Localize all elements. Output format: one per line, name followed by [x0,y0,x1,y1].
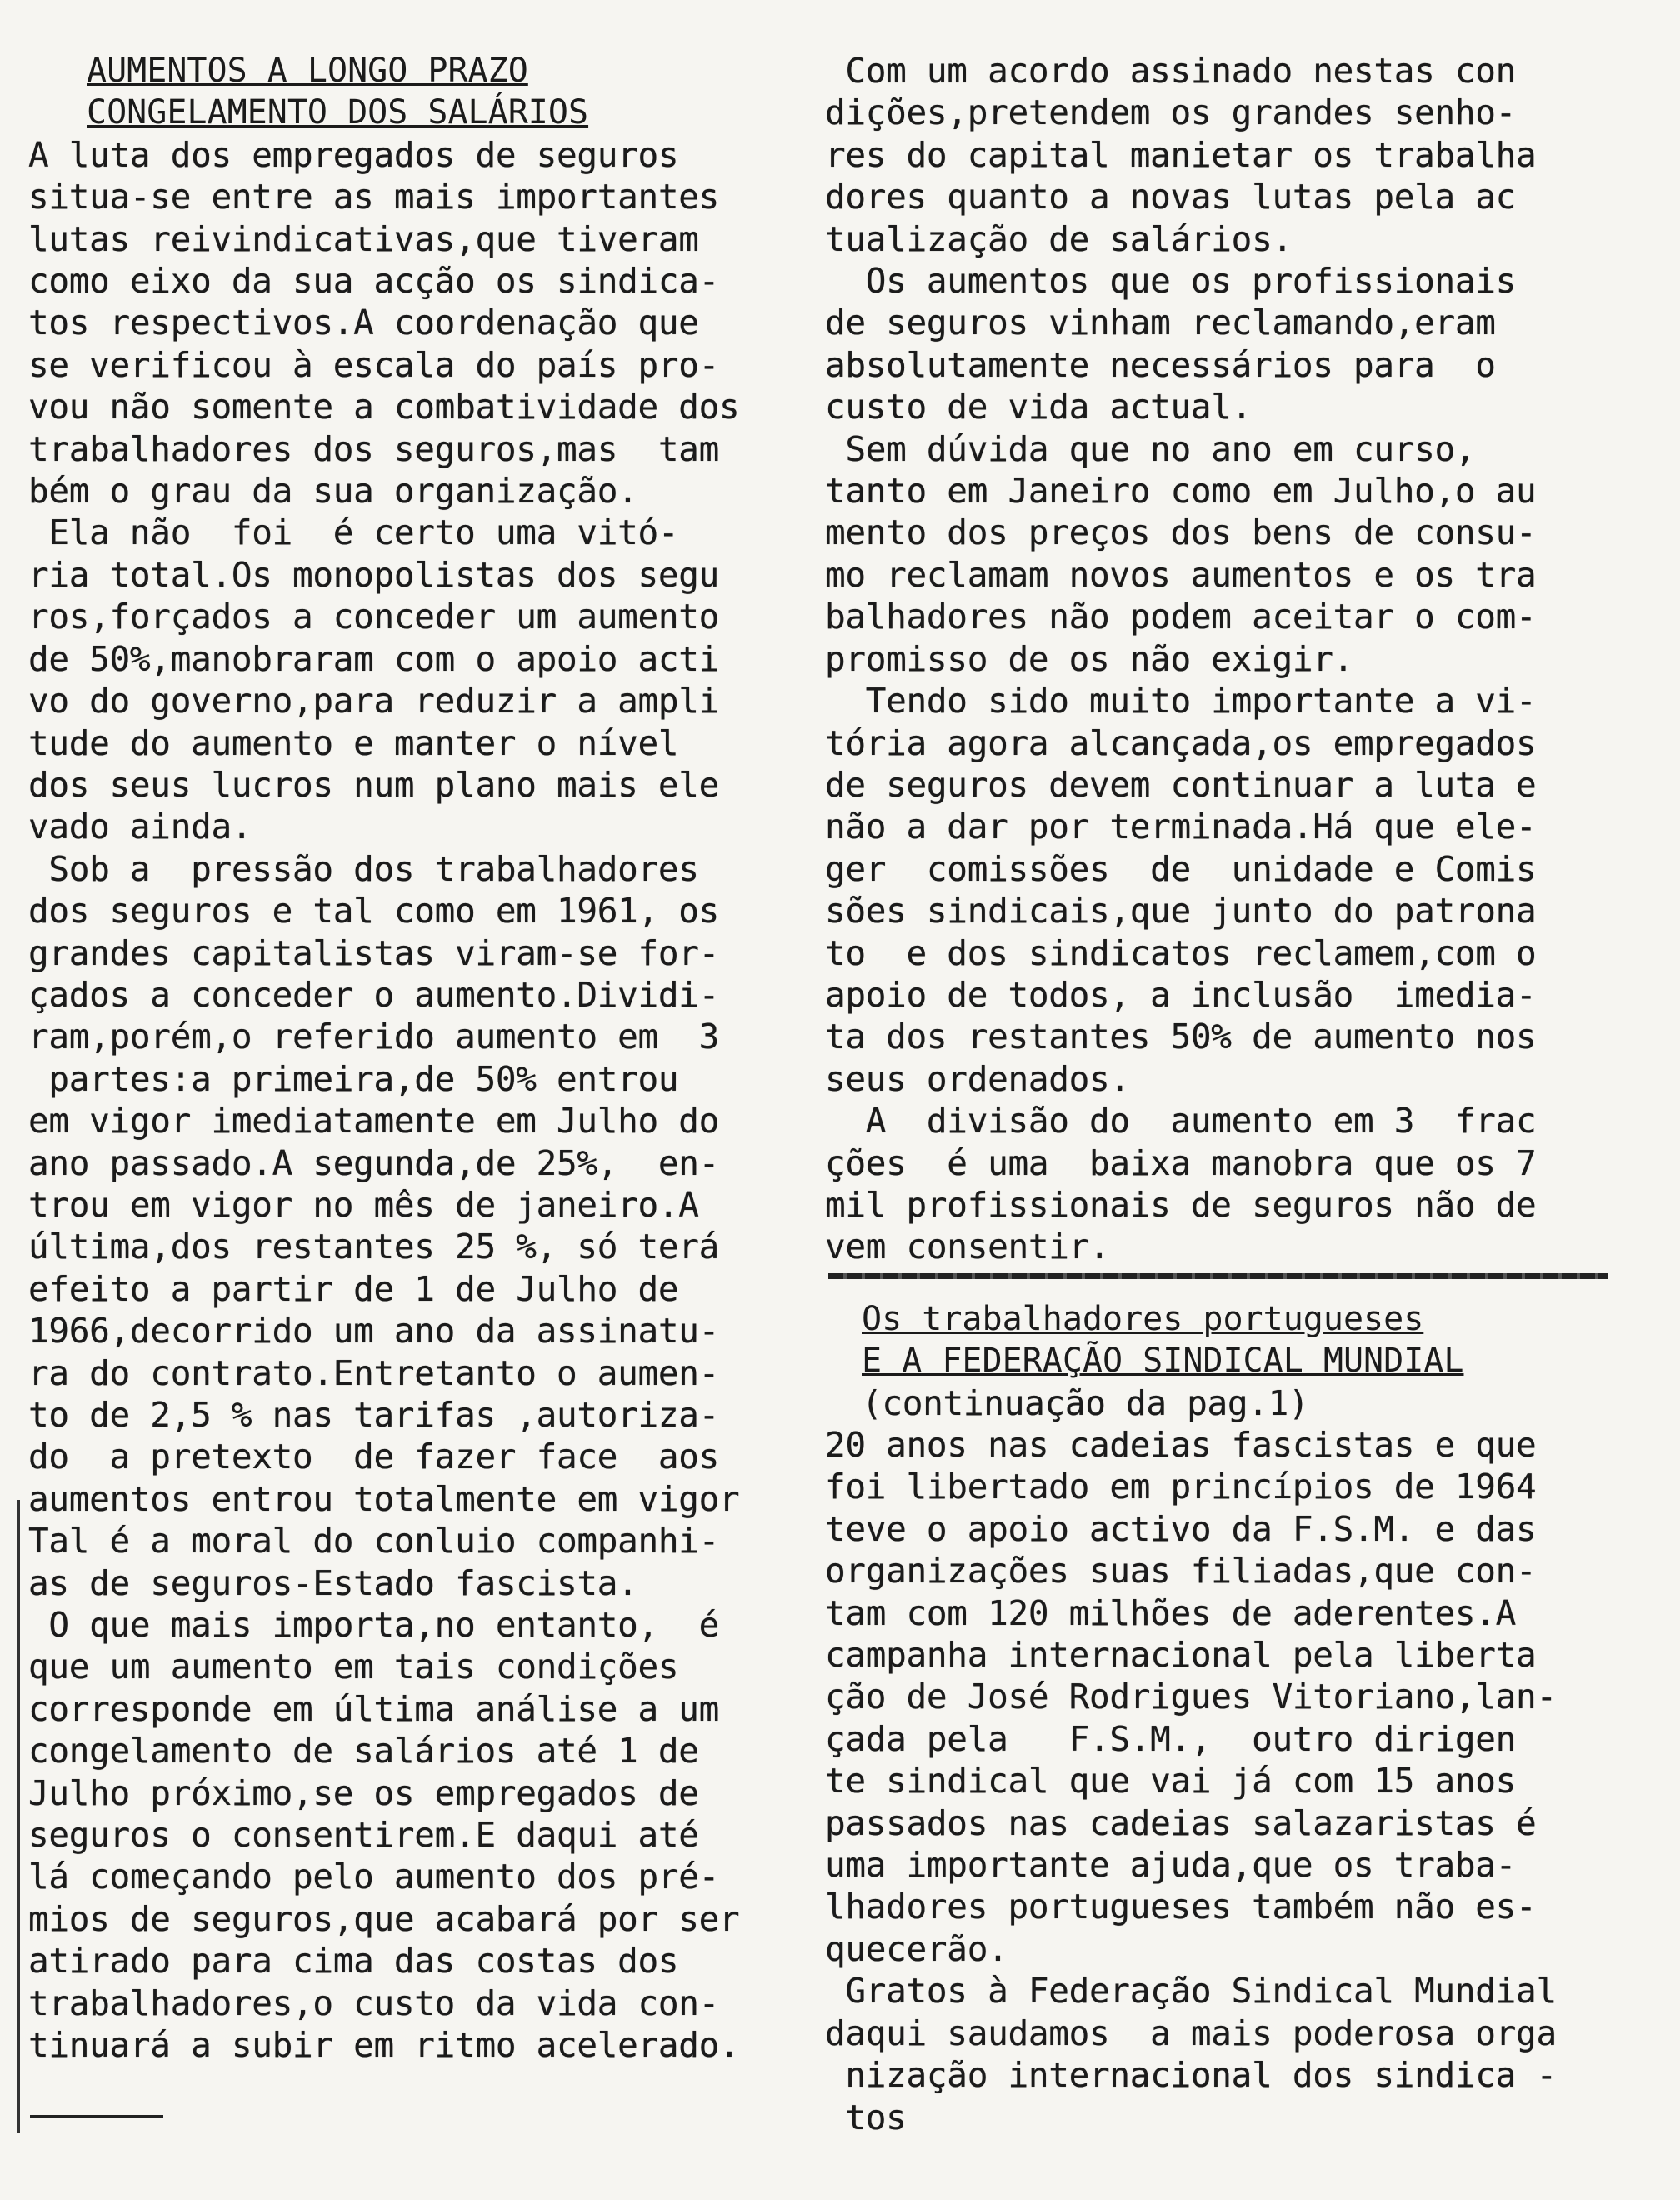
text-line: to de 2,5 % nas tarifas ,autoriza- [28,1395,720,1435]
text-line: 20 anos nas cadeias fascistas e que [825,1425,1537,1465]
text-line: organizações suas filiadas,que con- [825,1551,1537,1592]
text-line: vo do governo,para reduzir a ampli [28,681,720,722]
text-line: corresponde em última análise a um [28,1688,720,1729]
heading-line: E A FEDERAÇÃO SINDICAL MUNDIAL [862,1342,1464,1381]
text-line: ros,forçados a conceder um aumento [28,597,720,638]
text-line: grandes capitalistas viram-se for- [28,932,720,973]
text-line: dores quanto a novas lutas pela ac [825,177,1517,218]
text-line: A luta dos empregados de seguros [28,134,679,175]
text-line: res do capital manietar os trabalha [825,134,1537,175]
text-line: tam com 120 milhões de aderentes.A [825,1592,1517,1633]
section-divider [828,1273,1608,1279]
text-line: çados a conceder o aumento.Dividi- [28,974,720,1015]
text-line: situa-se entre as mais importantes [28,177,720,218]
text-line: Com um acordo assinado nestas con [825,51,1517,91]
text-line: dos seguros e tal como em 1961, os [28,891,720,932]
text-line: trou em vigor no mês de janeiro.A [28,1184,699,1225]
left-column [28,50,795,2067]
text-line: daqui saudamos a mais poderosa orga [825,2012,1557,2053]
text-line: ra do contrato.Entretanto o aumen- [28,1352,720,1393]
text-line: tinuará a subir em ritmo acelerado. [28,2025,740,2066]
right-heading [862,1298,1625,1424]
text-line: Os aumentos que os profissionais [825,261,1517,302]
text-line: Sem dúvida que no ano em curso, [825,428,1476,469]
text-line: çada pela F.S.M., outro dirigen [825,1718,1517,1759]
text-line: tualização de salários. [825,218,1292,259]
text-line: seus ordenados. [825,1058,1130,1099]
text-line: de 50%,manobraram com o apoio acti [28,638,720,679]
text-line: campanha internacional pela liberta [825,1635,1537,1676]
text-line: A divisão do aumento em 3 frac [825,1101,1537,1142]
text-line: de seguros vinham reclamando,eram [825,302,1496,343]
text-line: efeito a partir de 1 de Julho de [28,1268,679,1309]
text-line: promisso de os não exigir. [825,638,1353,679]
text-line: trabalhadores dos seguros,mas tam [28,428,720,469]
margin-bracket [17,1500,25,2133]
right-column [825,50,1625,2138]
text-line: ger comissões de unidade e Comis [825,848,1537,889]
text-line: se verificou à escala do país pro- [28,344,720,385]
text-line: lhadores portugueses também não es- [825,1887,1537,1928]
text-line: trabalhadores,o custo da vida con- [28,1982,720,2023]
heading-line: CONGELAMENTO DOS SALÁRIOS [87,93,589,132]
text-line: 1966,decorrido um ano da assinatu- [28,1311,720,1352]
text-line: atirado para cima das costas dos [28,1941,679,1982]
bottom-rule [30,2115,163,2118]
text-line: uma importante ajuda,que os traba- [825,1845,1517,1886]
text-line: lá começando pelo aumento dos pré- [28,1857,720,1898]
text-line: partes:a primeira,de 50% entrou [28,1058,679,1099]
continuation-note: (continuação da pag.1) [862,1382,1309,1423]
text-line: mios de seguros,que acabará por ser [28,1898,740,1939]
text-line: tanto em Janeiro como em Julho,o au [825,471,1537,512]
text-line: lutas reivindicativas,que tiveram [28,218,699,259]
text-line: aumentos entrou totalmente em vigor [28,1478,740,1519]
text-line: seguros o consentirem.E daqui até [28,1815,699,1856]
text-line: custo de vida actual. [825,387,1252,428]
text-line: vem consentir. [825,1227,1110,1268]
text-line: mo reclamam novos aumentos e os tra [825,554,1537,595]
text-line: ano passado.A segunda,de 25%, en- [28,1142,720,1183]
text-line: balhadores não podem aceitar o com- [825,597,1537,638]
text-line: ta dos restantes 50% de aumento nos [825,1017,1537,1058]
text-line: tória agora alcançada,os empregados [825,722,1537,763]
text-line: dos seus lucros num plano mais ele [28,764,720,805]
text-line: tos [825,2097,907,2138]
text-line: como eixo da sua acção os sindica- [28,261,720,302]
text-line: ções é uma baixa manobra que os 7 [825,1142,1537,1183]
text-line: mento dos preços dos bens de consu- [825,512,1537,553]
text-line: passados nas cadeias salazaristas é [825,1802,1537,1843]
text-line: bém o grau da sua organização. [28,471,638,512]
text-line: não a dar por terminada.Há que ele- [825,807,1537,848]
text-line: te sindical que vai já com 15 anos [825,1761,1517,1802]
text-line: de seguros devem continuar a luta e [825,764,1537,805]
text-line: congelamento de salários até 1 de [28,1731,699,1772]
text-line: mil profissionais de seguros não de [825,1184,1537,1225]
text-line: última,dos restantes 25 %, só terá [28,1227,720,1268]
text-line: tude do aumento e manter o nível [28,722,679,763]
text-line: vou não somente a combatividade dos [28,387,740,428]
heading-line: AUMENTOS A LONGO PRAZO [87,52,528,90]
text-line: vado ainda. [28,807,252,848]
text-line: O que mais importa,no entanto, é [28,1605,720,1646]
text-line: apoio de todos, a inclusão imedia- [825,974,1537,1015]
left-heading [87,50,795,134]
text-line: que um aumento em tais condições [28,1647,679,1688]
text-line: ção de José Rodrigues Vitoriano,lan- [825,1677,1557,1718]
text-line: ram,porém,o referido aumento em 3 [28,1017,720,1058]
text-line: sões sindicais,que junto do patrona [825,891,1537,932]
text-line: Ela não foi é certo uma vitó- [28,512,679,553]
text-line: quecerão. [825,1928,1008,1969]
text-line: nização internacional dos sindica - [825,2055,1557,2096]
text-line: Tendo sido muito importante a vi- [825,681,1537,722]
text-line: foi libertado em princípios de 1964 [825,1467,1537,1508]
text-line: teve o apoio activo da F.S.M. e das [825,1508,1537,1549]
text-line: Julho próximo,se os empregados de [28,1772,699,1813]
right-body-bottom [825,1424,1625,2138]
text-line: Tal é a moral do conluio companhi- [28,1521,720,1562]
right-body-top [825,50,1625,1268]
text-line: em vigor imediatamente em Julho do [28,1101,720,1142]
text-line: to e dos sindicatos reclamem,com o [825,932,1537,973]
text-line: absolutamente necessários para o [825,344,1496,385]
text-line: ria total.Os monopolistas dos segu [28,554,720,595]
left-body [28,134,795,2067]
text-line: Sob a pressão dos trabalhadores [28,848,699,889]
heading-line: Os trabalhadores portugueses [862,1299,1424,1338]
text-line: dições,pretendem os grandes senho- [825,92,1517,133]
text-line: do a pretexto de fazer face aos [28,1437,720,1478]
text-line: as de seguros-Estado fascista. [28,1562,638,1603]
text-line: tos respectivos.A coordenação que [28,302,699,343]
text-line: Gratos à Federação Sindical Mundial [825,1971,1557,2012]
